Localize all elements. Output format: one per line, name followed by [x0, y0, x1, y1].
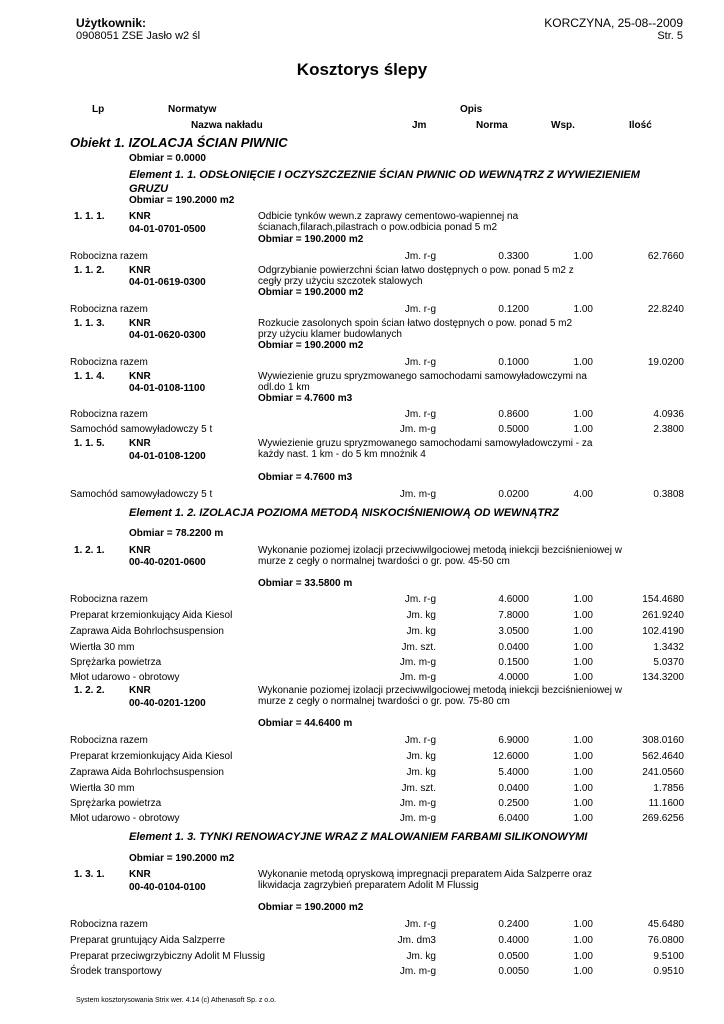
row-wsp: 1.00 — [573, 626, 593, 637]
position-obmiar: Obmiar = 190.2000 m2 — [258, 287, 364, 298]
row-jm: Jm. kg — [406, 610, 436, 621]
element-title: Element 1. 3. TYNKI RENOWACYJNE WRAZ Z MALOWANIEM FARBAMI SILIKONOWYMI — [129, 831, 588, 843]
row-jm: Jm. r-g — [404, 919, 436, 930]
row-norma: 4.6000 — [498, 594, 529, 605]
row-norma: 0.0050 — [498, 966, 529, 977]
row-jm: Jm. m-g — [399, 657, 436, 668]
row-ilosc: 62.7660 — [647, 251, 684, 262]
row-name: Robocizna razem — [70, 304, 148, 315]
element-title: Element 1. 1. ODSŁONIĘCIE I OCZYSZCZEZNIE ŚCIAN PIWNIC OD WEWNĄTRZ Z WYWIEZIENIEM — [129, 169, 640, 181]
element-title-cont: GRUZU — [129, 183, 169, 195]
position-desc: Wykonanie poziomej izolacji przeciwwilgociowej metodą iniekcji bezciśnieniowej w murze z cegły o normalnej twardości o gr. pow. 45-50 cm — [258, 545, 622, 567]
row-name: Zaprawa Aida Bohrlochsuspension — [70, 626, 224, 637]
row-name: Robocizna razem — [70, 735, 148, 746]
row-jm: Jm. szt. — [401, 642, 436, 653]
position-desc: Odbicie tynków wewn.z zaprawy cementowo-wapiennej na ścianach,filarach,pilastrach o pow.odbicia ponad 5 m2 — [258, 211, 519, 233]
row-jm: Jm. r-g — [404, 251, 436, 262]
row-norma: 0.2400 — [498, 919, 529, 930]
row-norma: 0.8600 — [498, 409, 529, 420]
row-wsp: 1.00 — [573, 919, 593, 930]
row-name: Młot udarowo - obrotowy — [70, 813, 180, 824]
row-jm: Jm. kg — [406, 751, 436, 762]
row-norma: 7.8000 — [498, 610, 529, 621]
row-jm: Jm. szt. — [401, 783, 436, 794]
row-jm: Jm. dm3 — [397, 935, 436, 946]
row-ilosc: 308.0160 — [642, 735, 684, 746]
row-jm: Jm. m-g — [399, 966, 436, 977]
row-name: Robocizna razem — [70, 357, 148, 368]
footer-text: System kosztorysowania Strix wer. 4.14 (c) Athenasoft Sp. z o.o. — [76, 997, 276, 1004]
row-norma: 6.0400 — [498, 813, 529, 824]
row-wsp: 1.00 — [573, 935, 593, 946]
position-knr: KNR — [129, 211, 151, 222]
row-jm: Jm. kg — [406, 951, 436, 962]
page-title: Kosztorys ślepy — [296, 60, 428, 79]
col-norma: Norma — [476, 120, 508, 131]
row-name: Sprężarka powietrza — [70, 798, 162, 809]
row-wsp: 1.00 — [573, 735, 593, 746]
row-wsp: 1.00 — [573, 424, 593, 435]
row-norma: 3.0500 — [498, 626, 529, 637]
position-code: 00-40-0201-1200 — [129, 698, 206, 709]
position-code: 00-40-0201-0600 — [129, 557, 206, 568]
position-lp: 1. 1. 5. — [74, 438, 105, 449]
row-name: Robocizna razem — [70, 594, 148, 605]
row-name: Preparat krzemionkujący Aida Kiesol — [70, 751, 233, 762]
row-name: Robocizna razem — [70, 409, 148, 420]
position-desc: Odgrzybianie powierzchni ścian łatwo dostępnych o pow. ponad 5 m2 z cegły przy użyciu szczotek stalowych — [258, 265, 574, 287]
row-norma: 0.1200 — [498, 304, 529, 315]
row-norma: 0.3300 — [498, 251, 529, 262]
row-ilosc: 76.0800 — [647, 935, 684, 946]
row-norma: 0.0400 — [498, 642, 529, 653]
position-knr: KNR — [129, 869, 151, 880]
row-ilosc: 102.4190 — [642, 626, 684, 637]
position-knr: KNR — [129, 265, 151, 276]
place-date: KORCZYNA, 25-08--2009 — [544, 16, 683, 30]
user-value: 0908051 ZSE Jasło w2 śl — [76, 30, 201, 42]
element-title: Element 1. 2. IZOLACJA POZIOMA METODĄ NISKOCIŚNIENIOWĄ OD WEWNĄTRZ — [129, 507, 559, 519]
position-lp: 1. 3. 1. — [74, 869, 105, 880]
row-ilosc: 562.4640 — [642, 751, 684, 762]
row-jm: Jm. m-g — [399, 489, 436, 500]
row-ilosc: 1.7856 — [653, 783, 684, 794]
row-ilosc: 261.9240 — [642, 610, 684, 621]
position-code: 00-40-0104-0100 — [129, 882, 206, 893]
position-lp: 1. 1. 1. — [74, 211, 105, 222]
row-name: Wiertła 30 mm — [70, 642, 135, 653]
row-wsp: 1.00 — [573, 966, 593, 977]
row-wsp: 1.00 — [573, 409, 593, 420]
row-wsp: 1.00 — [573, 657, 593, 668]
object-obmiar: Obmiar = 0.0000 — [129, 153, 206, 164]
row-wsp: 1.00 — [573, 304, 593, 315]
row-ilosc: 134.3200 — [642, 672, 684, 683]
row-ilosc: 11.1600 — [648, 798, 684, 809]
row-wsp: 1.00 — [573, 813, 593, 824]
position-lp: 1. 2. 2. — [74, 685, 105, 696]
row-jm: Jm. r-g — [404, 594, 436, 605]
position-lp: 1. 1. 4. — [74, 371, 105, 382]
position-lp: 1. 1. 3. — [74, 318, 105, 329]
position-obmiar: Obmiar = 33.5800 m — [258, 578, 353, 589]
row-jm: Jm. r-g — [404, 357, 436, 368]
row-ilosc: 269.6256 — [642, 813, 684, 824]
row-wsp: 1.00 — [573, 672, 593, 683]
row-norma: 0.1000 — [498, 357, 529, 368]
col-normatyw: Normatyw — [168, 104, 217, 115]
row-norma: 0.0400 — [498, 783, 529, 794]
row-wsp: 1.00 — [573, 642, 593, 653]
col-ilosc: Ilość — [629, 120, 652, 131]
row-name: Samochód samowyładowczy 5 t — [70, 489, 213, 500]
row-ilosc: 241.0560 — [642, 767, 684, 778]
row-name: Robocizna razem — [70, 251, 148, 262]
row-ilosc: 154.4680 — [642, 594, 684, 605]
position-desc: Wywiezienie gruzu spryzmowanego samochodami samowyładowczymi - za każdy nast. 1 km - do 5 km mnożnik 4 — [258, 438, 593, 460]
row-norma: 0.0200 — [498, 489, 529, 500]
position-code: 04-01-0701-0500 — [129, 224, 206, 235]
position-desc: Wykonanie poziomej izolacji przeciwwilgociowej metodą iniekcji bezciśnieniowej w murze z cegły o normalnej twardości o gr. pow. 75-80 cm — [258, 685, 622, 707]
position-code: 04-01-0108-1100 — [129, 383, 206, 394]
position-knr: KNR — [129, 438, 151, 449]
row-wsp: 1.00 — [573, 751, 593, 762]
position-knr: KNR — [129, 371, 151, 382]
row-name: Samochód samowyładowczy 5 t — [70, 424, 213, 435]
position-knr: KNR — [129, 685, 151, 696]
col-opis: Opis — [460, 104, 483, 115]
row-name: Młot udarowo - obrotowy — [70, 672, 180, 683]
position-knr: KNR — [129, 318, 151, 329]
position-code: 04-01-0620-0300 — [129, 330, 206, 341]
row-norma: 0.4000 — [498, 935, 529, 946]
col-nazwa: Nazwa nakładu — [191, 120, 263, 131]
row-ilosc: 9.5100 — [653, 951, 684, 962]
row-ilosc: 1.3432 — [653, 642, 684, 653]
row-jm: Jm. r-g — [404, 409, 436, 420]
row-norma: 0.2500 — [498, 798, 529, 809]
position-obmiar: Obmiar = 4.7600 m3 — [258, 472, 353, 483]
position-obmiar: Obmiar = 190.2000 m2 — [258, 234, 364, 245]
row-jm: Jm. m-g — [399, 813, 436, 824]
row-ilosc: 19.0200 — [647, 357, 684, 368]
row-wsp: 1.00 — [573, 767, 593, 778]
row-wsp: 1.00 — [573, 357, 593, 368]
position-code: 04-01-0108-1200 — [129, 451, 206, 462]
position-code: 04-01-0619-0300 — [129, 277, 206, 288]
page-number: Str. 5 — [657, 30, 683, 42]
row-name: Robocizna razem — [70, 919, 148, 930]
position-lp: 1. 1. 2. — [74, 265, 105, 276]
position-desc: Rozkucie zasolonych spoin ścian łatwo dostępnych o pow. ponad 5 m2 przy użyciu klamer budowlanych — [258, 318, 573, 340]
row-jm: Jm. m-g — [399, 672, 436, 683]
row-wsp: 1.00 — [573, 610, 593, 621]
row-wsp: 1.00 — [573, 951, 593, 962]
row-jm: Jm. r-g — [404, 304, 436, 315]
position-lp: 1. 2. 1. — [74, 545, 105, 556]
row-name: Wiertła 30 mm — [70, 783, 135, 794]
position-desc: Wywiezienie gruzu spryzmowanego samochodami samowyładowczymi na odl.do 1 km — [258, 371, 587, 393]
row-name: Środek transportowy — [70, 966, 162, 977]
row-jm: Jm. m-g — [399, 798, 436, 809]
row-wsp: 1.00 — [573, 594, 593, 605]
row-norma: 4.0000 — [498, 672, 529, 683]
row-norma: 5.4000 — [498, 767, 529, 778]
user-label: Użytkownik: — [76, 16, 147, 30]
row-ilosc: 45.6480 — [647, 919, 684, 930]
row-jm: Jm. r-g — [404, 735, 436, 746]
object-title: Obiekt 1. IZOLACJA ŚCIAN PIWNIC — [70, 135, 288, 150]
row-wsp: 4.00 — [573, 489, 593, 500]
position-obmiar: Obmiar = 44.6400 m — [258, 718, 353, 729]
row-norma: 0.5000 — [498, 424, 529, 435]
row-name: Preparat przeciwgrzybiczny Adolit M Flussig — [70, 951, 266, 962]
row-name: Zaprawa Aida Bohrlochsuspension — [70, 767, 224, 778]
col-wsp: Wsp. — [551, 120, 575, 131]
row-ilosc: 22.8240 — [647, 304, 684, 315]
col-lp: Lp — [92, 104, 105, 115]
row-norma: 0.1500 — [498, 657, 529, 668]
element-obmiar: Obmiar = 78.2200 m — [129, 528, 224, 539]
position-obmiar: Obmiar = 4.7600 m3 — [258, 393, 353, 404]
row-wsp: 1.00 — [573, 798, 593, 809]
row-norma: 6.9000 — [498, 735, 529, 746]
row-name: Preparat krzemionkujący Aida Kiesol — [70, 610, 233, 621]
row-wsp: 1.00 — [573, 251, 593, 262]
row-norma: 0.0500 — [498, 951, 529, 962]
row-ilosc: 0.3808 — [653, 489, 684, 500]
element-obmiar: Obmiar = 190.2000 m2 — [129, 853, 235, 864]
row-name: Preparat gruntujący Aida Salzperre — [70, 935, 226, 946]
col-jm: Jm — [412, 120, 427, 131]
row-ilosc: 4.0936 — [653, 409, 684, 420]
row-norma: 12.6000 — [492, 751, 529, 762]
row-wsp: 1.00 — [573, 783, 593, 794]
row-name: Sprężarka powietrza — [70, 657, 162, 668]
row-ilosc: 5.0370 — [653, 657, 684, 668]
row-jm: Jm. kg — [406, 626, 436, 637]
position-obmiar: Obmiar = 190.2000 m2 — [258, 340, 364, 351]
position-obmiar: Obmiar = 190.2000 m2 — [258, 902, 364, 913]
element-obmiar: Obmiar = 190.2000 m2 — [129, 195, 235, 206]
row-ilosc: 0.9510 — [653, 966, 684, 977]
position-desc: Wykonanie metodą opryskową impregnacji preparatem Aida Salzperre oraz likwidacja zagrzybień preparatem Adolit M Flussig — [258, 869, 592, 891]
row-jm: Jm. m-g — [399, 424, 436, 435]
row-ilosc: 2.3800 — [653, 424, 684, 435]
row-jm: Jm. kg — [406, 767, 436, 778]
position-knr: KNR — [129, 545, 151, 556]
